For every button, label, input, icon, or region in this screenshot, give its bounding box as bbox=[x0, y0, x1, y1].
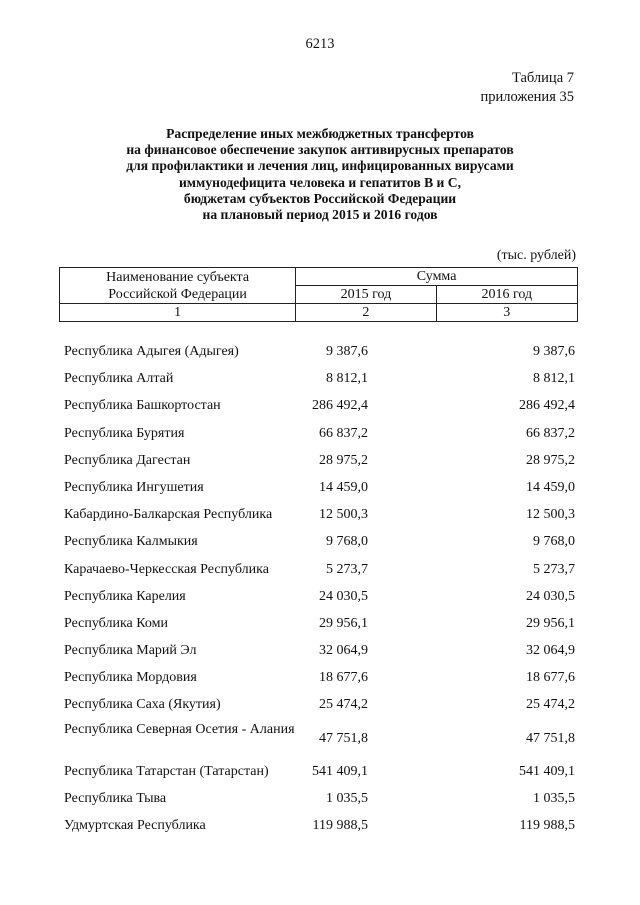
value-2015: 66 837,2 bbox=[319, 425, 368, 441]
value-2016: 9 768,0 bbox=[533, 534, 575, 550]
table-row bbox=[0, 788, 640, 815]
table-row bbox=[0, 694, 640, 721]
subject-name: Кабардино-Балкарская Республика bbox=[64, 507, 273, 523]
value-2015: 541 409,1 bbox=[312, 763, 368, 779]
value-2016: 541 409,1 bbox=[519, 763, 575, 779]
subject-name: Республика Карелия bbox=[64, 588, 186, 604]
table-row bbox=[0, 450, 640, 477]
document-title bbox=[0, 126, 640, 223]
title-line: для профилактики и лечения лиц, инфицированных вирусами bbox=[126, 158, 514, 174]
value-2016: 14 459,0 bbox=[526, 479, 575, 495]
subject-name: Республика Северная Осетия - Алания bbox=[64, 721, 295, 737]
table-row bbox=[0, 815, 640, 842]
value-2016: 286 492,4 bbox=[519, 398, 575, 414]
value-2015: 119 988,5 bbox=[312, 818, 368, 833]
value-2015: 28 975,2 bbox=[319, 452, 368, 468]
value-2016: 8 812,1 bbox=[533, 371, 575, 387]
subject-name: Республика Алтай bbox=[64, 371, 174, 387]
value-2016: 18 677,6 bbox=[526, 670, 575, 686]
header-subject-line2: Российской Федерации bbox=[108, 286, 247, 302]
value-2016: 12 500,3 bbox=[526, 507, 575, 523]
table-row bbox=[0, 640, 640, 667]
table-row bbox=[0, 722, 640, 761]
subject-name: Республика Мордовия bbox=[64, 670, 197, 686]
appendix-label: приложения 35 bbox=[480, 89, 574, 105]
title-line: иммунодефицита человека и гепатитов В и С, bbox=[178, 174, 462, 190]
table-row bbox=[0, 368, 640, 395]
table-label: Таблица 7 bbox=[511, 70, 574, 86]
value-2015: 32 064,9 bbox=[319, 643, 368, 659]
subject-name: Республика Марий Эл bbox=[64, 643, 197, 659]
header-sum: Сумма bbox=[296, 268, 578, 286]
column-number-1: 1 bbox=[60, 304, 296, 322]
value-2016: 29 956,1 bbox=[526, 615, 575, 631]
header-year-2015: 2015 год bbox=[296, 286, 436, 304]
value-2016: 1 035,5 bbox=[533, 790, 575, 806]
header-year-2016: 2016 год bbox=[436, 286, 577, 304]
header-subject-name bbox=[60, 268, 296, 304]
table-row bbox=[0, 761, 640, 788]
header-subject-line1: Наименование субъекта bbox=[106, 269, 250, 285]
value-2016: 66 837,2 bbox=[526, 425, 575, 441]
table-row bbox=[0, 504, 640, 531]
value-2015: 286 492,4 bbox=[312, 398, 368, 414]
subject-name: Республика Тыва bbox=[64, 790, 167, 806]
title-line: Распределение иных межбюджетных трансфертов bbox=[166, 126, 474, 141]
value-2015: 14 459,0 bbox=[319, 479, 368, 495]
subject-name: Удмуртская Республика bbox=[64, 818, 206, 833]
table-row bbox=[0, 477, 640, 504]
subject-name: Республика Ингушетия bbox=[64, 479, 204, 495]
subject-name: Республика Башкортостан bbox=[64, 398, 221, 414]
subject-name: Республика Татарстан (Татарстан) bbox=[64, 763, 269, 779]
value-2015: 8 812,1 bbox=[326, 371, 368, 387]
value-2015: 18 677,6 bbox=[319, 670, 368, 686]
value-2015: 9 387,6 bbox=[326, 344, 368, 359]
subject-name: Республика Адыгея (Адыгея) bbox=[64, 344, 239, 359]
table-row bbox=[0, 531, 640, 558]
value-2015: 24 030,5 bbox=[319, 588, 368, 604]
subject-name: Республика Бурятия bbox=[64, 425, 185, 441]
subject-name: Республика Дагестан bbox=[64, 452, 191, 468]
table-row bbox=[0, 613, 640, 640]
value-2015: 47 751,8 bbox=[319, 730, 368, 746]
subject-name: Республика Калмыкия bbox=[64, 534, 198, 550]
value-2016: 24 030,5 bbox=[526, 588, 575, 604]
title-line: бюджетам субъектов Российской Федерации bbox=[183, 190, 457, 206]
table-header bbox=[59, 267, 578, 322]
subject-name: Республика Коми bbox=[64, 615, 168, 631]
table-row bbox=[0, 423, 640, 450]
value-2016: 32 064,9 bbox=[526, 643, 575, 659]
column-number-3: 3 bbox=[436, 304, 577, 322]
table-row bbox=[0, 559, 640, 586]
value-2016: 119 988,5 bbox=[519, 818, 575, 833]
subject-name: Республика Саха (Якутия) bbox=[64, 697, 221, 713]
value-2015: 9 768,0 bbox=[326, 534, 368, 550]
title-line: на финансовое обеспечение закупок антивирусных препаратов bbox=[126, 142, 514, 158]
page-number: 6213 bbox=[305, 36, 335, 52]
value-2015: 29 956,1 bbox=[319, 615, 368, 631]
table-body bbox=[0, 341, 640, 842]
column-number-2: 2 bbox=[296, 304, 436, 322]
table-row bbox=[0, 586, 640, 613]
subject-name: Карачаево-Черкесская Республика bbox=[64, 561, 269, 577]
value-2016: 25 474,2 bbox=[526, 697, 575, 713]
value-2015: 1 035,5 bbox=[326, 790, 368, 806]
value-2015: 5 273,7 bbox=[326, 561, 368, 577]
appendix-reference bbox=[481, 69, 574, 107]
table-row bbox=[0, 667, 640, 694]
units-label: (тыс. рублей) bbox=[496, 248, 576, 263]
title-line: на плановый период 2015 и 2016 годов bbox=[202, 207, 438, 223]
value-2016: 9 387,6 bbox=[533, 344, 575, 359]
value-2016: 47 751,8 bbox=[526, 730, 575, 746]
table-row bbox=[0, 395, 640, 422]
value-2016: 5 273,7 bbox=[533, 561, 575, 577]
value-2015: 12 500,3 bbox=[319, 507, 368, 523]
value-2015: 25 474,2 bbox=[319, 697, 368, 713]
table-row bbox=[0, 341, 640, 368]
value-2016: 28 975,2 bbox=[526, 452, 575, 468]
